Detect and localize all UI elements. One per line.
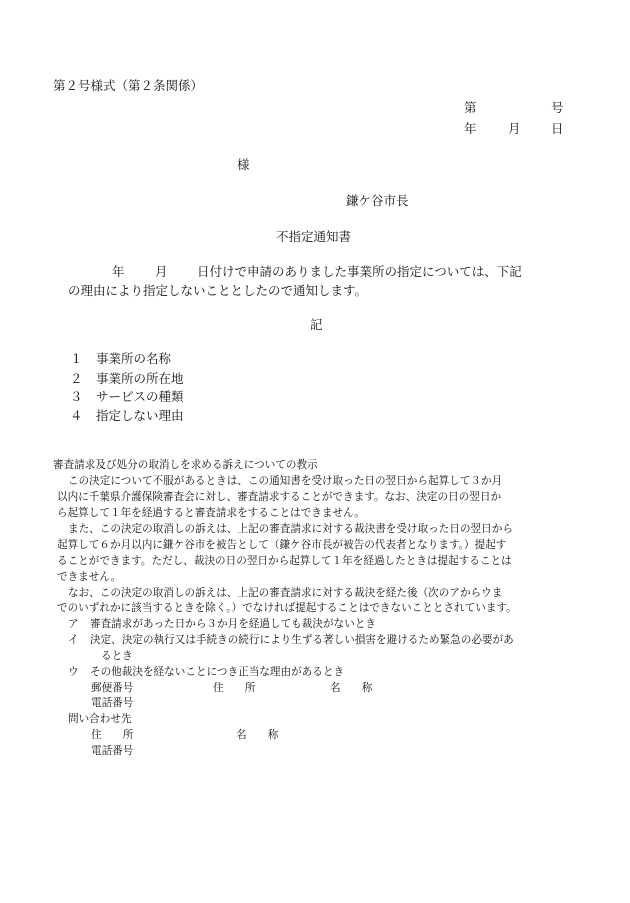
notice-heading: 審査請求及び処分の取消しを求める訴えについての教示 [53, 459, 318, 471]
phone-label: 電話番号 [91, 697, 134, 709]
exception-text: 決定、決定の執行又は手続きの続行により生ずる著しい損害を避けるため緊急の必要があ [90, 634, 514, 646]
body-year: 年 [112, 264, 125, 279]
exception-mark: ウ [68, 666, 79, 678]
addressee-honorific: 様 [237, 157, 250, 172]
item-label-location: 事業所の所在地 [96, 371, 184, 386]
exception-text: 審査請求があった日から３か月を経過しても裁決がないとき [90, 618, 376, 630]
notice-line: でのいずれかに該当するときを除く。）でなければ提起することはできないこととされています。 [57, 602, 517, 614]
item-label-service: サービスの種類 [96, 389, 184, 404]
number-label-left: 第 [464, 100, 477, 115]
item-label-name: 事業所の名称 [96, 351, 172, 366]
item-number: ４ [70, 408, 83, 423]
form-title: 第２号様式（第２条関係） [53, 78, 204, 93]
exception-mark: ア [68, 618, 79, 630]
notice-line: この決定について不服があるときは、この通知書を受け取った日の翌日から起算して３か月 [68, 475, 503, 487]
item-number: ２ [70, 371, 83, 386]
exception-text-continued: るとき [101, 650, 133, 662]
number-label-right: 号 [551, 100, 564, 115]
ki-marker: 記 [310, 317, 323, 332]
item-label-reason: 指定しない理由 [96, 408, 184, 423]
inquiry-phone-label: 電話番号 [91, 745, 134, 757]
notice-line: なお、この決定の取消しの訴えは、上記の審査請求に対する裁決を経た後（次のアからウま [68, 587, 503, 599]
exception-mark: イ [68, 634, 79, 646]
date-day-label: 日 [551, 121, 564, 136]
issuer-name: 鎌ケ谷市長 [346, 193, 409, 208]
document-title: 不指定通知書 [276, 229, 352, 244]
body-line1-rest: 日付けで申請のありました事業所の指定については、下記 [197, 264, 522, 279]
item-number: １ [70, 351, 83, 366]
address-label: 住 所 [213, 682, 256, 694]
date-month-label: 月 [508, 121, 521, 136]
exception-text: その他裁決を経ないことにつき正当な理由があるとき [90, 666, 345, 678]
inquiry-address-label: 住 所 [91, 729, 134, 741]
name-label: 名 称 [330, 682, 373, 694]
notice-line: 以内に千葉県介護保険審査会に対し、審査請求することができます。なお、決定の日の翌日か [57, 491, 502, 503]
inquiry-heading: 問い合わせ先 [68, 713, 132, 725]
date-year-label: 年 [464, 121, 477, 136]
item-number: ３ [70, 389, 83, 404]
inquiry-name-label: 名 称 [236, 729, 279, 741]
notice-line: ることができます。ただし、裁決の日の翌日から起算して１年を経過したときは提起することは [57, 555, 512, 567]
notice-line: 起算して６か月以内に鎌ケ谷市を被告として（鎌ケ谷市長が被告の代表者となります。）提起す [57, 539, 507, 551]
body-month: 月 [155, 264, 168, 279]
notice-line: できません。 [57, 571, 122, 583]
body-line2: の理由により指定しないこととしたので通知します。 [68, 283, 368, 298]
notice-line: また、この決定の取消しの訴えは、上記の審査請求に対する裁決書を受け取った日の翌日から [68, 523, 513, 535]
postal-code-label: 郵便番号 [91, 682, 134, 694]
notice-line: ら起算して１年を経過すると審査請求をすることはできません。 [57, 507, 365, 519]
